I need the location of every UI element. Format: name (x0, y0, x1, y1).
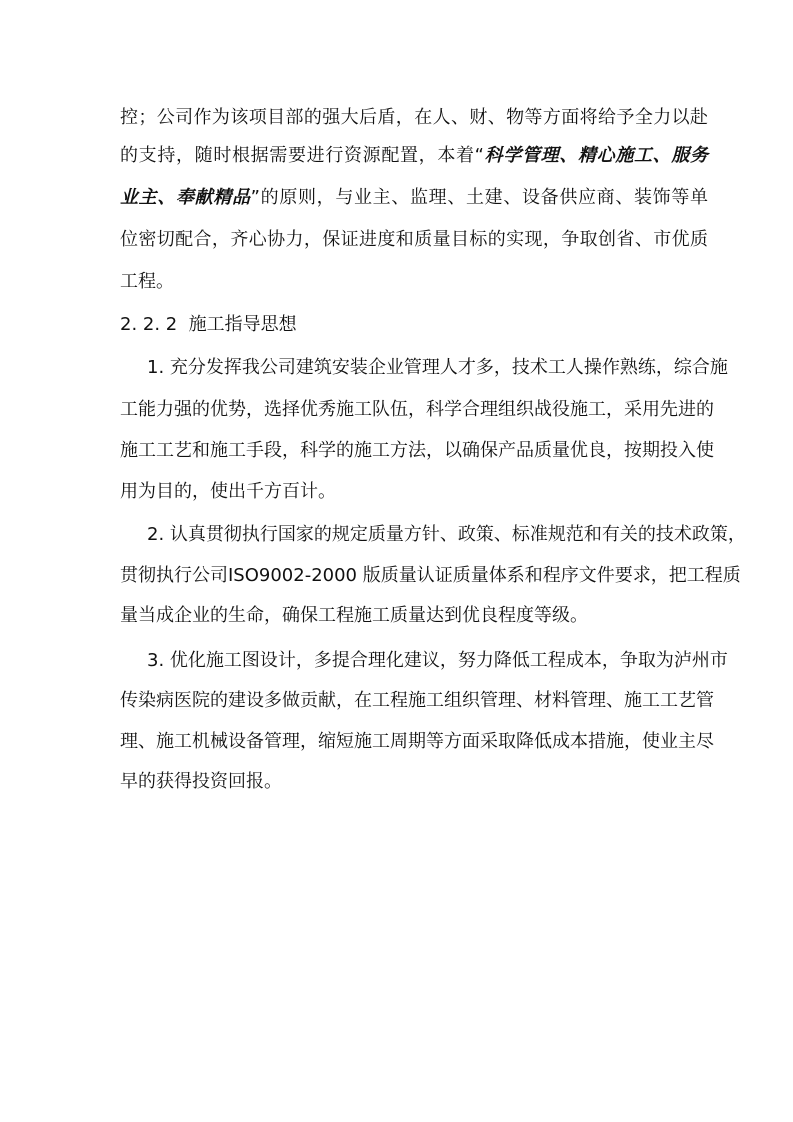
item-line: 施工工艺和施工手段，科学的施工方法，以确保产品质量优良，按期投入使 (120, 440, 714, 461)
item-line: 量当成企业的生命，确保工程施工质量达到优良程度等级。 (120, 605, 588, 626)
item-line: 理、施工机械设备管理，缩短施工周期等方面采取降低成本措施，使业主尽 (120, 731, 714, 752)
item-line: 贯彻执行公司ISO9002-2000 版质量认证质量体系和程序文件要求，把工程质 (120, 565, 741, 586)
item-line: 工能力强的优势，选择优秀施工队伍，科学合理组织战役施工，采用先进的 (120, 399, 714, 420)
item-line: 1. 充分发挥我公司建筑安装企业管理人才多，技术工人操作熟练，综合施 (147, 357, 728, 378)
intro-line: 位密切配合，齐心协力，保证进度和质量目标的实现，争取创省、市优质 (120, 229, 708, 250)
item-line: 2. 认真贯彻执行国家的规定质量方针、政策、标准规范和有关的技术政策， (147, 524, 746, 545)
intro-line (120, 186, 708, 210)
item-line: 用为目的，使出千方百计。 (120, 481, 336, 502)
intro-line: 工程。 (120, 271, 174, 292)
section-heading: 2. 2. 2 施工指导思想 (120, 314, 297, 335)
text-span: ”的原则，与业主、监理、土建、设备供应商、装饰等单 (250, 187, 708, 208)
emphasis-text: 科学管理、精心施工、服务 (484, 145, 709, 166)
item-line: 3. 优化施工图设计，多提合理化建议，努力降低工程成本，争取为泸州市 (147, 650, 728, 671)
emphasis-text: 业主、奉献精品 (120, 187, 251, 208)
item-line: 传染病医院的建设多做贡献，在工程施工组织管理、材料管理、施工工艺管 (120, 690, 714, 711)
text-span: 的支持，随时根据需要进行资源配置，本着“ (120, 145, 484, 166)
intro-line: 控；公司作为该项目部的强大后盾，在人、财、物等方面将给予全力以赴 (120, 107, 708, 128)
item-line: 早的获得投资回报。 (120, 771, 282, 792)
intro-line (120, 144, 708, 168)
